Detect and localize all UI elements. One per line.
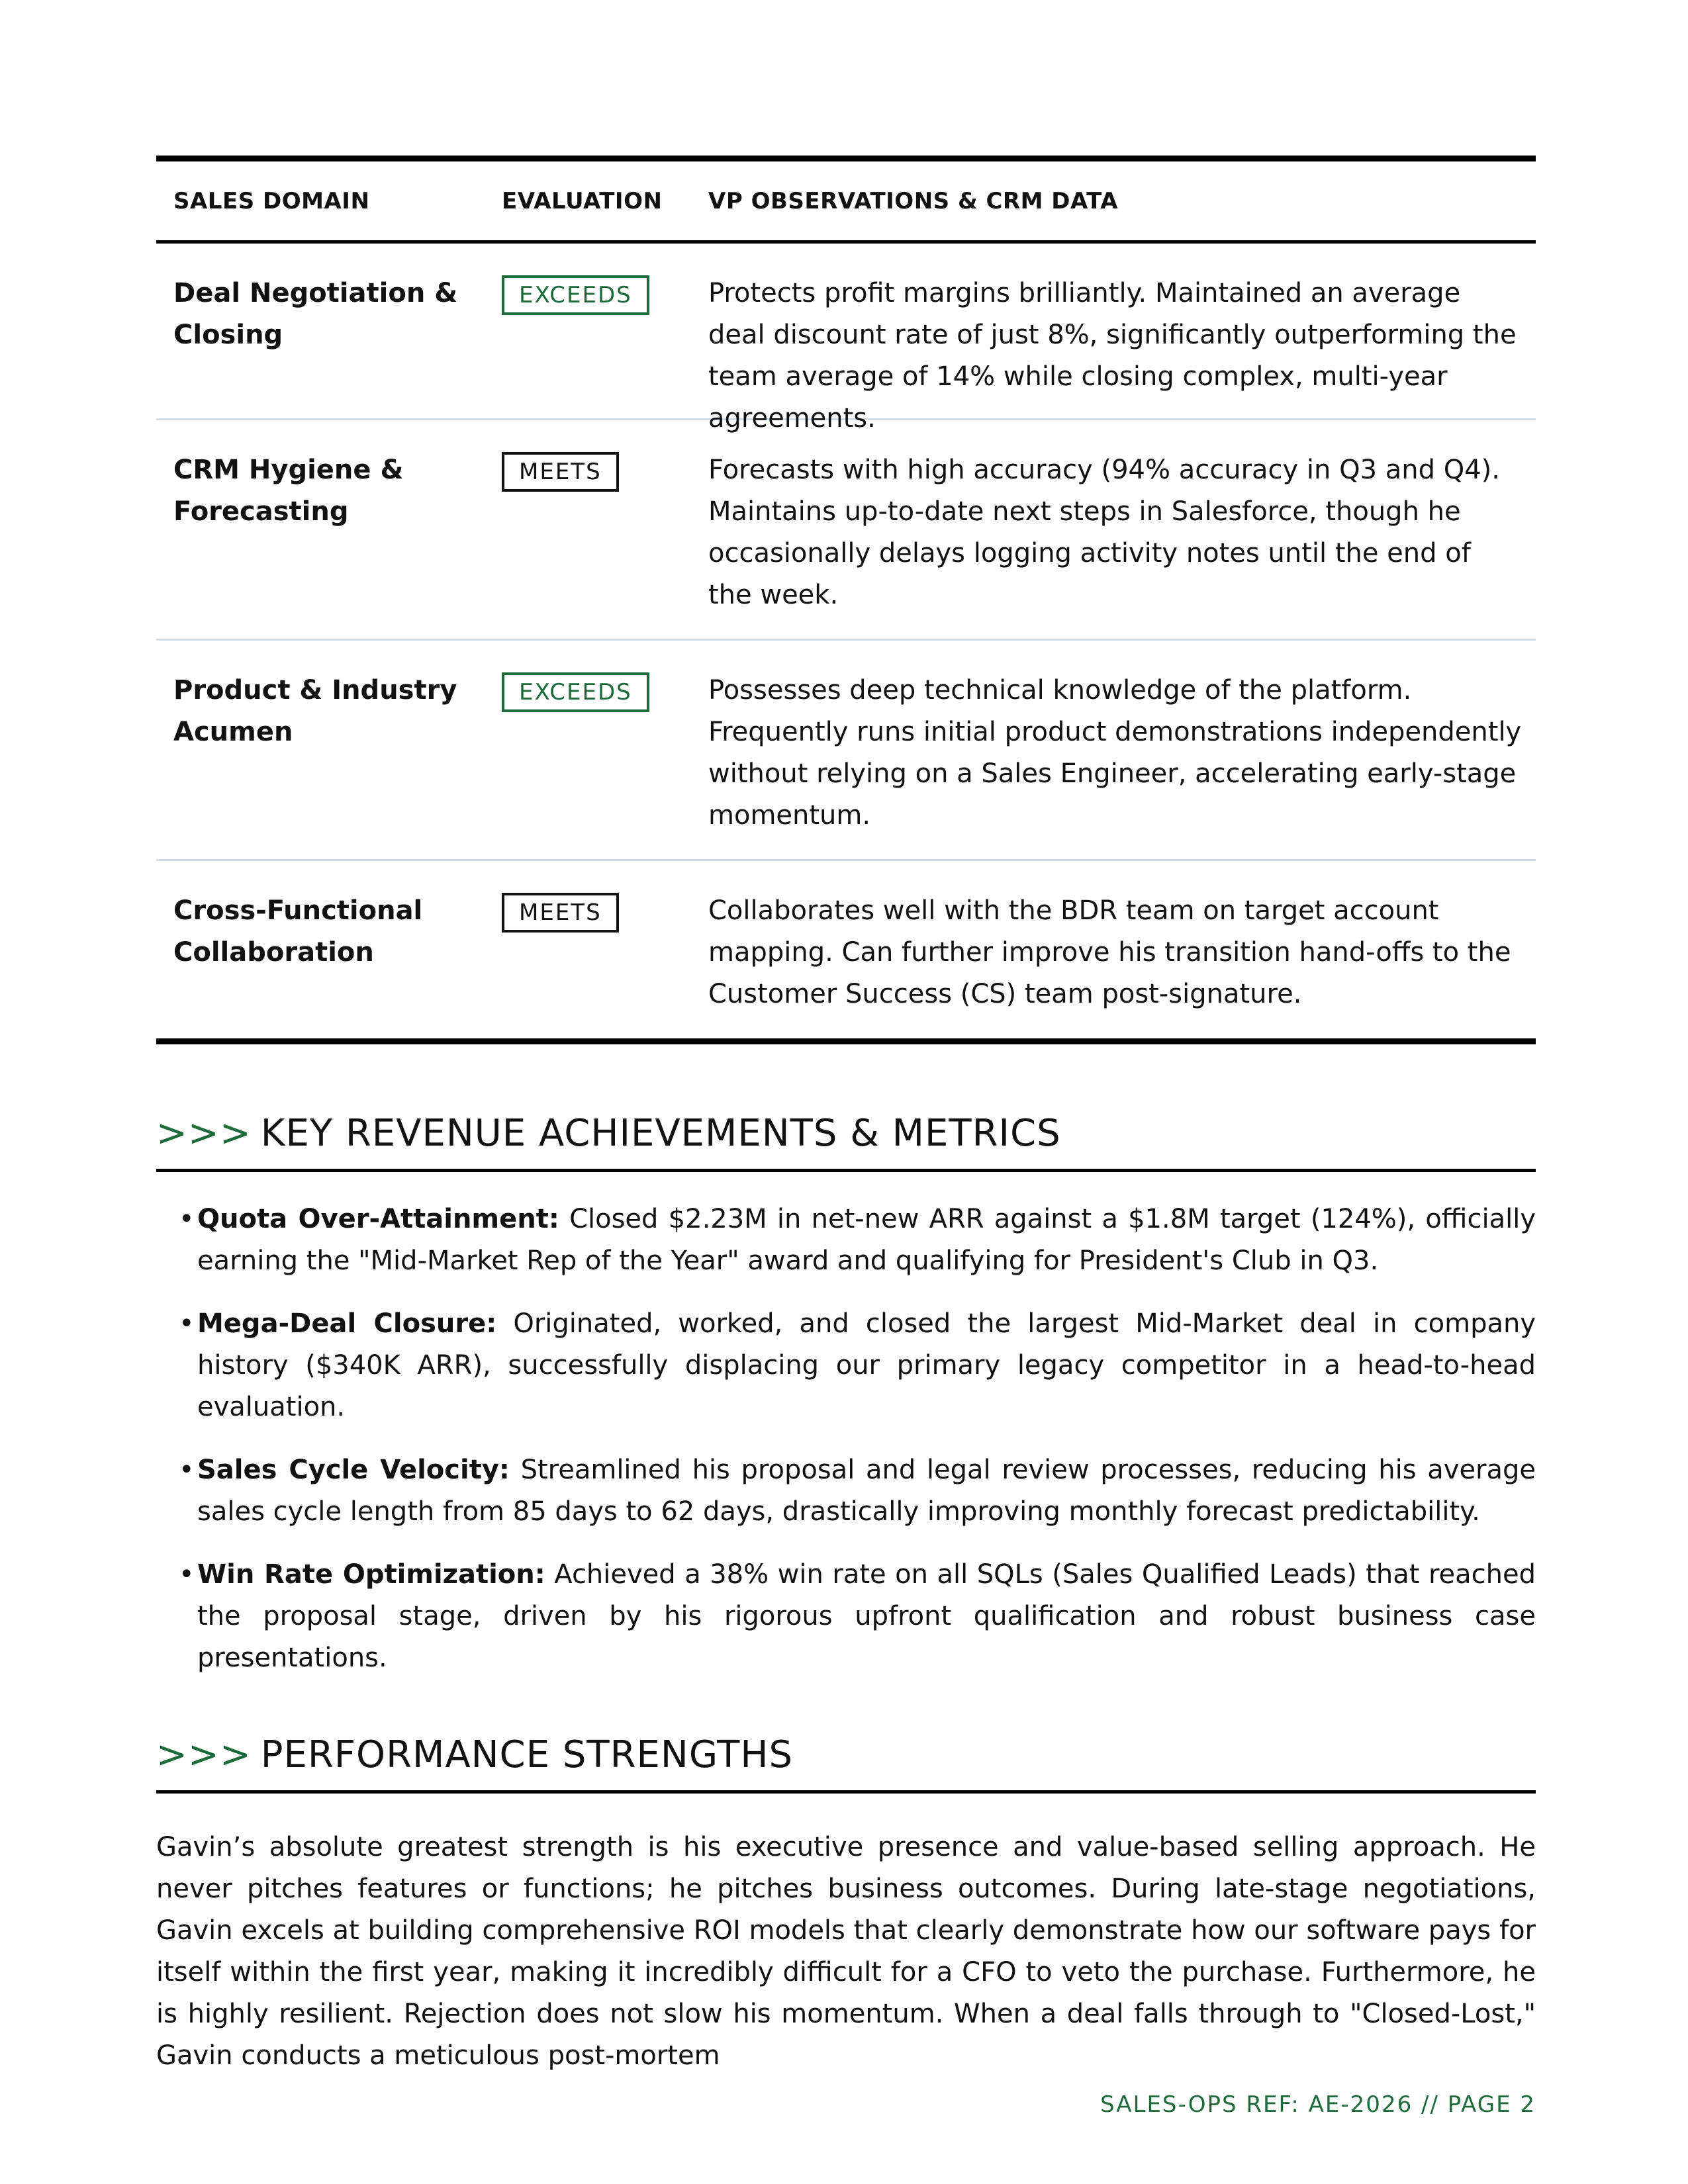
strengths-heading <box>156 1732 1536 1794</box>
item-lead: Win Rate Optimization: <box>197 1559 545 1590</box>
evaluation-table <box>156 156 1536 1044</box>
list-item <box>156 1303 1536 1428</box>
rating-badge: EXCEEDS <box>502 275 649 315</box>
header-evaluation: EVALUATION <box>502 187 663 214</box>
bullet-icon: • <box>179 1308 195 1339</box>
observation-cell: Protects profit margins brilliantly. Maintained an average deal discount rate of just 8%, significantly outperforming the team average of 14% while closing complex, multi-year agreements. <box>708 278 1517 433</box>
section-title: PERFORMANCE STRENGTHS <box>260 1733 794 1776</box>
section-marker: >>> <box>156 1112 252 1155</box>
achievements-heading <box>156 1111 1536 1172</box>
observation-cell: Collaborates well with the BDR team on target account mapping. Can further improve his transition hand-offs to the Customer Success (CS) team post-signature. <box>708 895 1511 1009</box>
item-text: Closed $2.23M in net-new ARR against a $1.8M target (124%), officially earning the "Mid-Market Rep of the Year" award and qualifying for President's Club in Q3. <box>197 1204 1536 1276</box>
strengths-body <box>156 1827 1536 2071</box>
strengths-paragraph: Gavin’s absolute greatest strength is his executive presence and value-based selling approach. He never pitches features or functions; he pitches business outcomes. During late-stage negotiations, Gavin excels at building comprehensive ROI models that clearly demonstrate how our software pays for itself within the first year, making it incredibly difficult for a CFO to veto the purchase. Furthermore, he is highly resilient. Rejection does not slow his momentum. When a deal falls through to "Closed-Lost," Gavin conducts a meticulous post-mortem <box>156 1832 1536 2071</box>
bullet-icon: • <box>179 1204 195 1234</box>
table-row <box>156 641 1536 861</box>
item-lead: Mega-Deal Closure: <box>197 1308 497 1339</box>
bullet-icon: • <box>179 1559 195 1590</box>
list-item <box>156 1199 1536 1282</box>
observation-cell: Forecasts with high accuracy (94% accuracy in Q3 and Q4). Maintains up-to-date next steps in Salesforce, though he occasionally delays logging activity notes until the end of the week. <box>708 455 1500 610</box>
bullet-icon: • <box>179 1455 195 1485</box>
rating-badge: EXCEEDS <box>502 672 649 712</box>
rating-badge: MEETS <box>502 452 619 492</box>
observation-cell: Possesses deep technical knowledge of the platform. Frequently runs initial product demonstrations independently without relying on a Sales Engineer, accelerating early-stage momentum. <box>708 675 1522 831</box>
table-row <box>156 244 1536 433</box>
list-item <box>156 1554 1536 1679</box>
list-item <box>156 1449 1536 1533</box>
table-row <box>156 861 1536 1038</box>
domain-cell: Product & Industry Acumen <box>173 675 457 747</box>
item-text: Streamlined his proposal and legal review processes, reducing his average sales cycle length from 85 days to 62 days, drastically improving monthly forecast predictability. <box>197 1455 1536 1527</box>
item-lead: Sales Cycle Velocity: <box>197 1455 510 1485</box>
domain-cell: CRM Hygiene & Forecasting <box>173 455 404 527</box>
item-lead: Quota Over-Attainment: <box>197 1204 559 1234</box>
domain-cell: Cross-Functional Collaboration <box>173 895 423 968</box>
rating-badge: MEETS <box>502 893 619 933</box>
table-header <box>156 161 1536 244</box>
section-title: KEY REVENUE ACHIEVEMENTS & METRICS <box>260 1112 1061 1155</box>
page-footer: SALES-OPS REF: AE-2026 // PAGE 2 <box>1100 2091 1536 2118</box>
domain-cell: Deal Negotiation & Closing <box>173 278 458 350</box>
item-text: Originated, worked, and closed the largest Mid-Market deal in company history ($340K ARR), successfully displacing our primary legacy competitor in a head-to-head evaluation. <box>197 1308 1536 1422</box>
table-row <box>156 420 1536 641</box>
header-sales-domain: SALES DOMAIN <box>173 187 370 214</box>
header-observations: VP OBSERVATIONS & CRM DATA <box>708 187 1119 214</box>
document-page <box>156 156 1536 2071</box>
achievements-list <box>156 1199 1536 1679</box>
section-marker: >>> <box>156 1733 252 1776</box>
item-text: Achieved a 38% win rate on all SQLs (Sales Qualified Leads) that reached the proposal stage, driven by his rigorous upfront qualification and robust business case presentations. <box>197 1559 1536 1673</box>
